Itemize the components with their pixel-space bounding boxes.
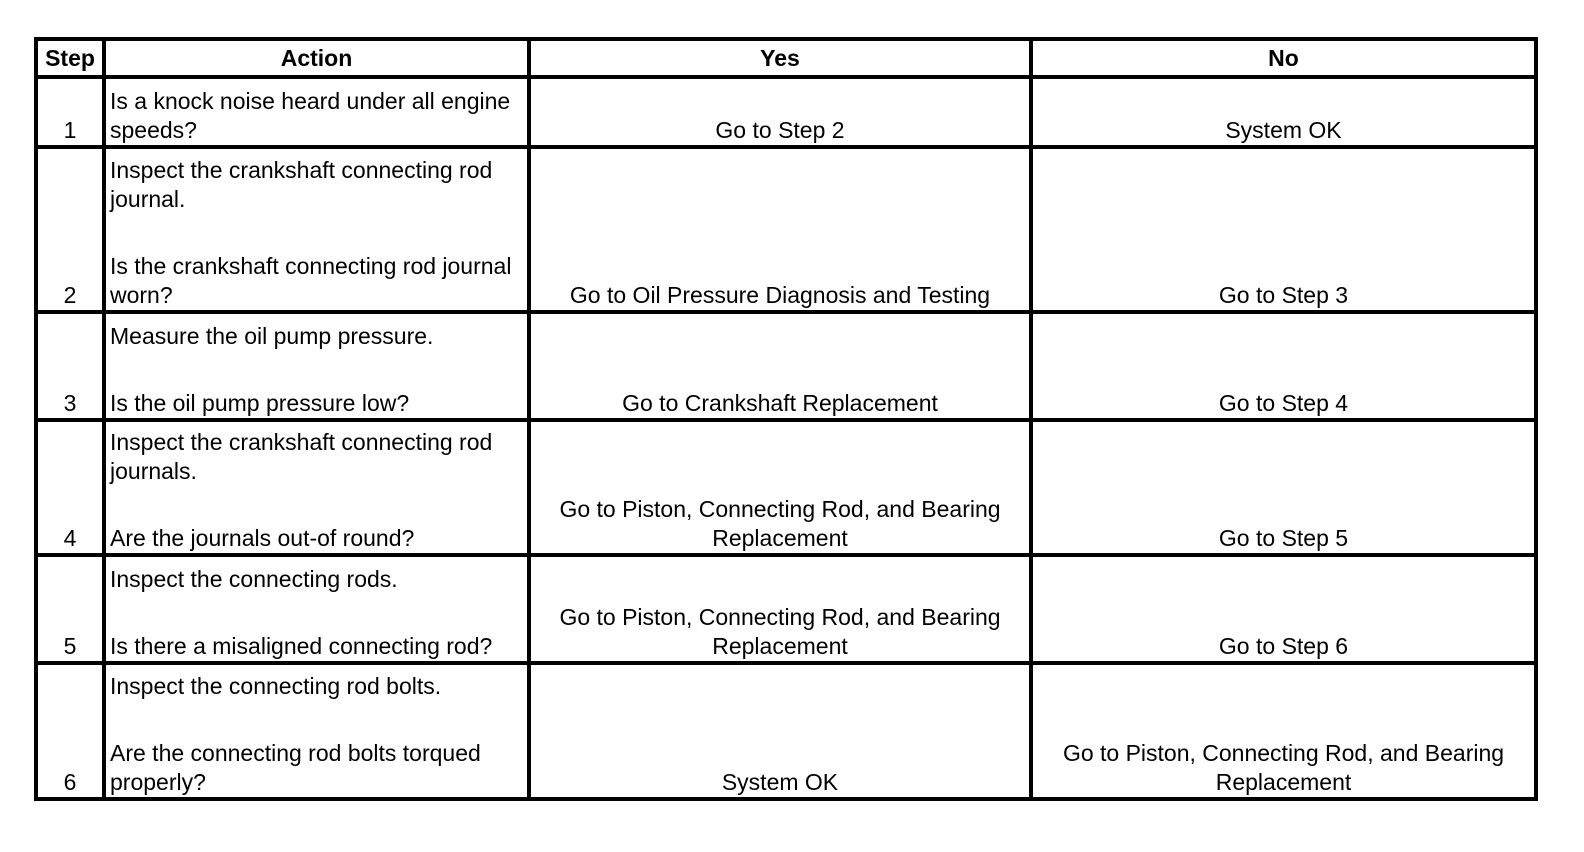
action-question: Is the crankshaft connecting rod journal worn? (110, 253, 512, 308)
step-number: 2 (36, 147, 104, 312)
header-yes: Yes (529, 39, 1031, 77)
header-row (36, 39, 1536, 77)
action-instruction: Inspect the connecting rods. (110, 566, 398, 592)
header-action: Action (104, 39, 529, 77)
no-cell: Go to Step 3 (1031, 147, 1536, 312)
action-cell (104, 420, 529, 555)
step-number: 5 (36, 555, 104, 663)
no-cell: Go to Step 4 (1031, 312, 1536, 420)
action-question: Is there a misaligned connecting rod? (110, 633, 493, 659)
step-number: 6 (36, 663, 104, 799)
yes-cell: Go to Piston, Connecting Rod, and Bearing Replacement (529, 420, 1031, 555)
action-question: Is a knock noise heard under all engine speeds? (110, 88, 511, 143)
action-question: Are the journals out-of round? (110, 525, 415, 551)
action-cell (104, 312, 529, 420)
yes-cell: Go to Step 2 (529, 77, 1031, 147)
action-instruction: Inspect the connecting rod bolts. (110, 673, 442, 699)
action-instruction: Measure the oil pump pressure. (110, 323, 434, 349)
table-row (36, 663, 1536, 799)
table-row (36, 555, 1536, 663)
table-row (36, 77, 1536, 147)
no-cell: Go to Piston, Connecting Rod, and Bearing Replacement (1031, 663, 1536, 799)
action-question: Is the oil pump pressure low? (110, 390, 410, 416)
no-cell: System OK (1031, 77, 1536, 147)
action-instruction: Inspect the crankshaft connecting rod journals. (110, 429, 493, 484)
diagnostic-table (34, 37, 1538, 801)
no-cell: Go to Step 5 (1031, 420, 1536, 555)
yes-cell: System OK (529, 663, 1031, 799)
step-number: 1 (36, 77, 104, 147)
yes-cell: Go to Oil Pressure Diagnosis and Testing (529, 147, 1031, 312)
table-row (36, 312, 1536, 420)
action-cell (104, 77, 529, 147)
yes-cell: Go to Piston, Connecting Rod, and Bearing Replacement (529, 555, 1031, 663)
action-question: Are the connecting rod bolts torqued properly? (110, 740, 481, 795)
yes-cell: Go to Crankshaft Replacement (529, 312, 1031, 420)
no-cell: Go to Step 6 (1031, 555, 1536, 663)
action-cell (104, 147, 529, 312)
table-row (36, 420, 1536, 555)
header-no: No (1031, 39, 1536, 77)
table-row (36, 147, 1536, 312)
action-cell (104, 555, 529, 663)
step-number: 4 (36, 420, 104, 555)
step-number: 3 (36, 312, 104, 420)
action-cell (104, 663, 529, 799)
action-instruction: Inspect the crankshaft connecting rod journal. (110, 157, 493, 212)
header-step: Step (36, 39, 104, 77)
